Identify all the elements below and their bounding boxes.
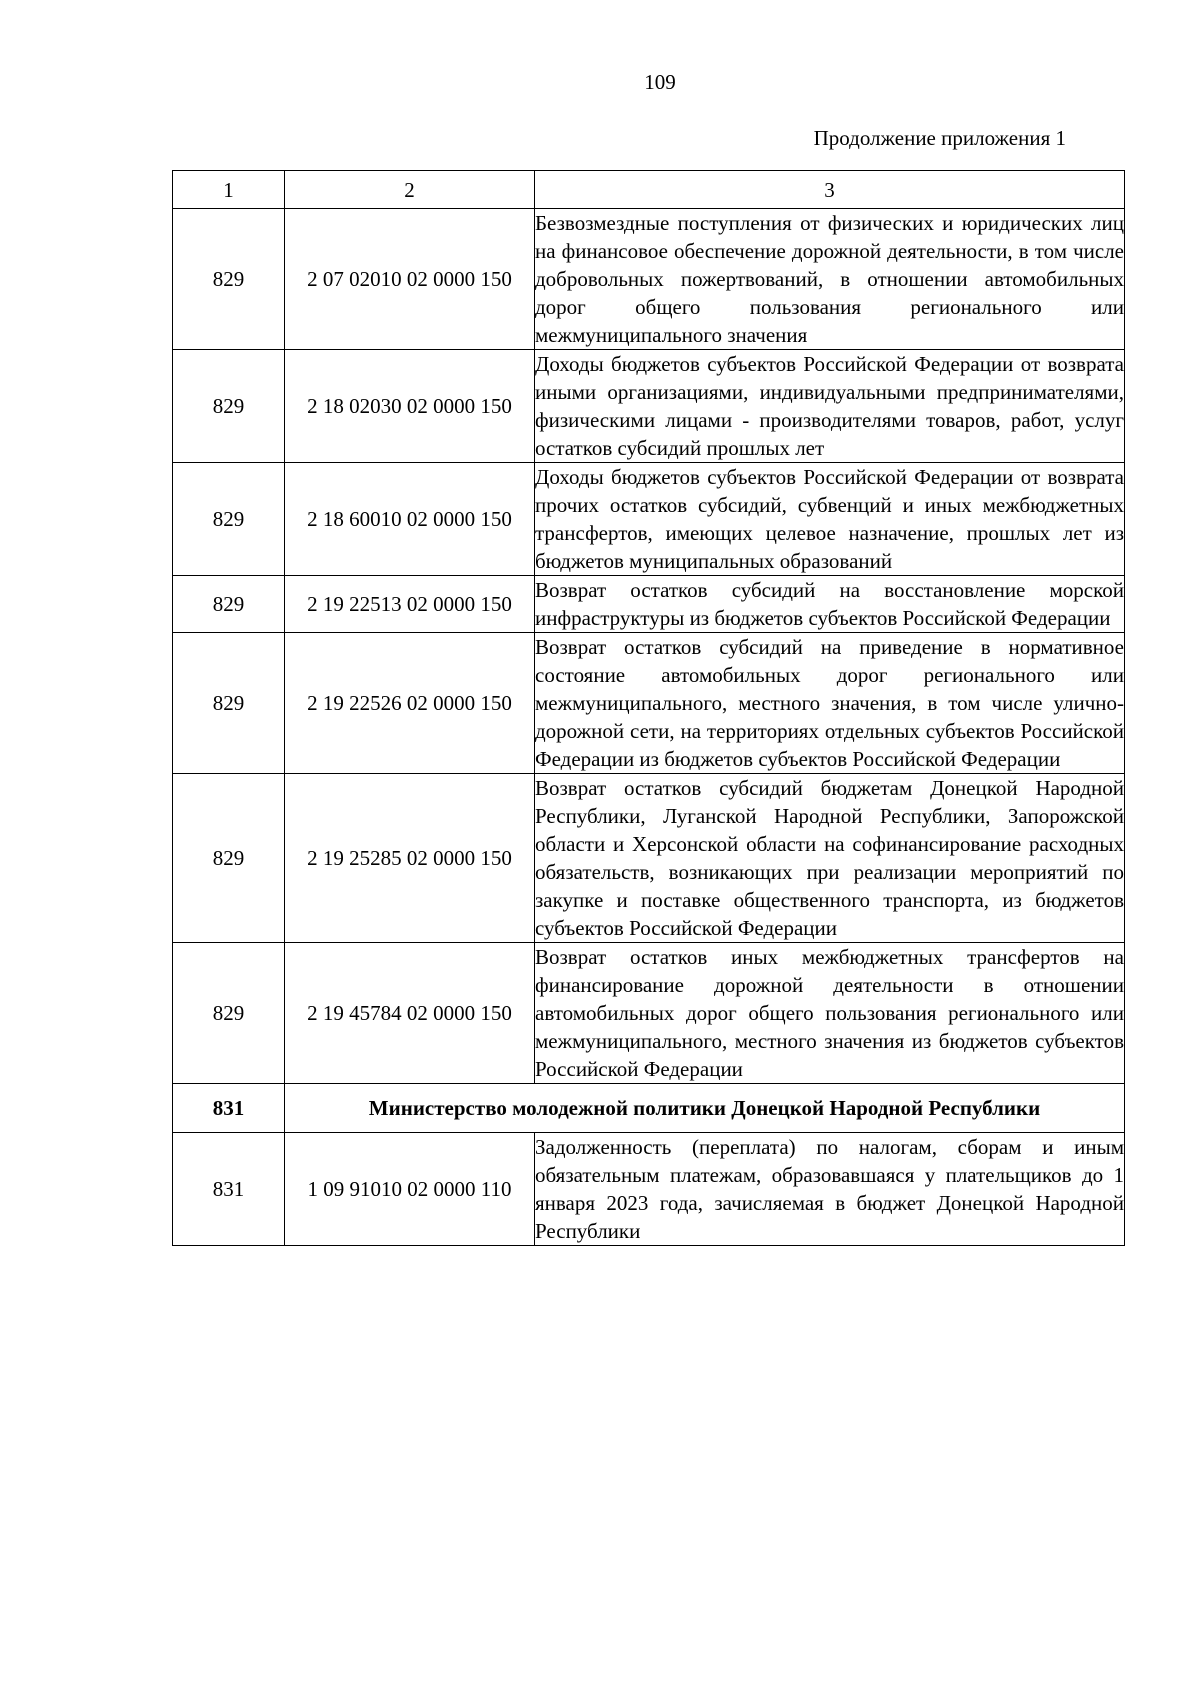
admin-code: 829 xyxy=(173,943,285,1084)
table-row xyxy=(173,463,1125,576)
header-col-3: 3 xyxy=(535,171,1125,209)
admin-code: 829 xyxy=(173,774,285,943)
budget-code: 2 19 25285 02 0000 150 xyxy=(285,774,535,943)
budget-code: 2 19 45784 02 0000 150 xyxy=(285,943,535,1084)
table-row xyxy=(173,350,1125,463)
admin-code: 829 xyxy=(173,209,285,350)
admin-code: 829 xyxy=(173,633,285,774)
budget-code: 2 07 02010 02 0000 150 xyxy=(285,209,535,350)
income-description: Возврат остатков субсидий на восстановление морской инфраструктуры из бюджетов субъектов Российской Федерации xyxy=(535,576,1125,633)
table-row xyxy=(173,943,1125,1084)
income-description: Доходы бюджетов субъектов Российской Федерации от возврата иными организациями, индивидуальными предпринимателями, физическими лицами - производителями товаров, работ, услуг остатков субсидий прошлых лет xyxy=(535,350,1125,463)
budget-code: 2 19 22526 02 0000 150 xyxy=(285,633,535,774)
group-admin-code: 831 xyxy=(173,1084,285,1133)
ministry-group-row xyxy=(173,1084,1125,1133)
group-title: Министерство молодежной политики Донецкой Народной Республики xyxy=(285,1084,1125,1133)
budget-code: 1 09 91010 02 0000 110 xyxy=(285,1133,535,1246)
budget-code: 2 18 60010 02 0000 150 xyxy=(285,463,535,576)
admin-code: 831 xyxy=(173,1133,285,1246)
table-row xyxy=(173,633,1125,774)
continuation-label: Продолжение приложения 1 xyxy=(813,126,1066,150)
admin-code: 829 xyxy=(173,350,285,463)
income-description: Возврат остатков субсидий бюджетам Донецкой Народной Республики, Луганской Народной Республики, Запорожской области и Херсонской области на софинансирование расходных обязательств, возникающих при реализации мероприятий по закупке и поставке общественного транспорта, из бюджетов субъектов Российской Федерации xyxy=(535,774,1125,943)
admin-code: 829 xyxy=(173,463,285,576)
income-description: Возврат остатков субсидий на приведение в нормативное состояние автомобильных дорог регионального или межмуниципального, местного значения, в том числе улично-дорожной сети, на территориях отдельных субъектов Российской Федерации из бюджетов субъектов Российской Федерации xyxy=(535,633,1125,774)
revenue-classification-table xyxy=(172,170,1125,1246)
table-row xyxy=(173,209,1125,350)
table-header-row xyxy=(173,171,1125,209)
budget-code: 2 19 22513 02 0000 150 xyxy=(285,576,535,633)
page-number: 109 xyxy=(644,70,676,94)
income-description: Возврат остатков иных межбюджетных трансфертов на финансирование дорожной деятельности в отношении автомобильных дорог общего пользования регионального или межмуниципального, местного значения из бюджетов субъектов Российской Федерации xyxy=(535,943,1125,1084)
header-col-2: 2 xyxy=(285,171,535,209)
income-description: Задолженность (переплата) по налогам, сборам и иным обязательным платежам, образовавшаяся у плательщиков до 1 января 2023 года, зачисляемая в бюджет Донецкой Народной Республики xyxy=(535,1133,1125,1246)
header-col-1: 1 xyxy=(173,171,285,209)
income-description: Безвозмездные поступления от физических и юридических лиц на финансовое обеспечение дорожной деятельности, в том числе добровольных пожертвований, в отношении автомобильных дорог общего пользования регионального или межмуниципального значения xyxy=(535,209,1125,350)
table-row xyxy=(173,1133,1125,1246)
table-row xyxy=(173,576,1125,633)
table-row xyxy=(173,774,1125,943)
budget-code: 2 18 02030 02 0000 150 xyxy=(285,350,535,463)
income-description: Доходы бюджетов субъектов Российской Федерации от возврата прочих остатков субсидий, субвенций и иных межбюджетных трансфертов, имеющих целевое назначение, прошлых лет из бюджетов муниципальных образований xyxy=(535,463,1125,576)
admin-code: 829 xyxy=(173,576,285,633)
